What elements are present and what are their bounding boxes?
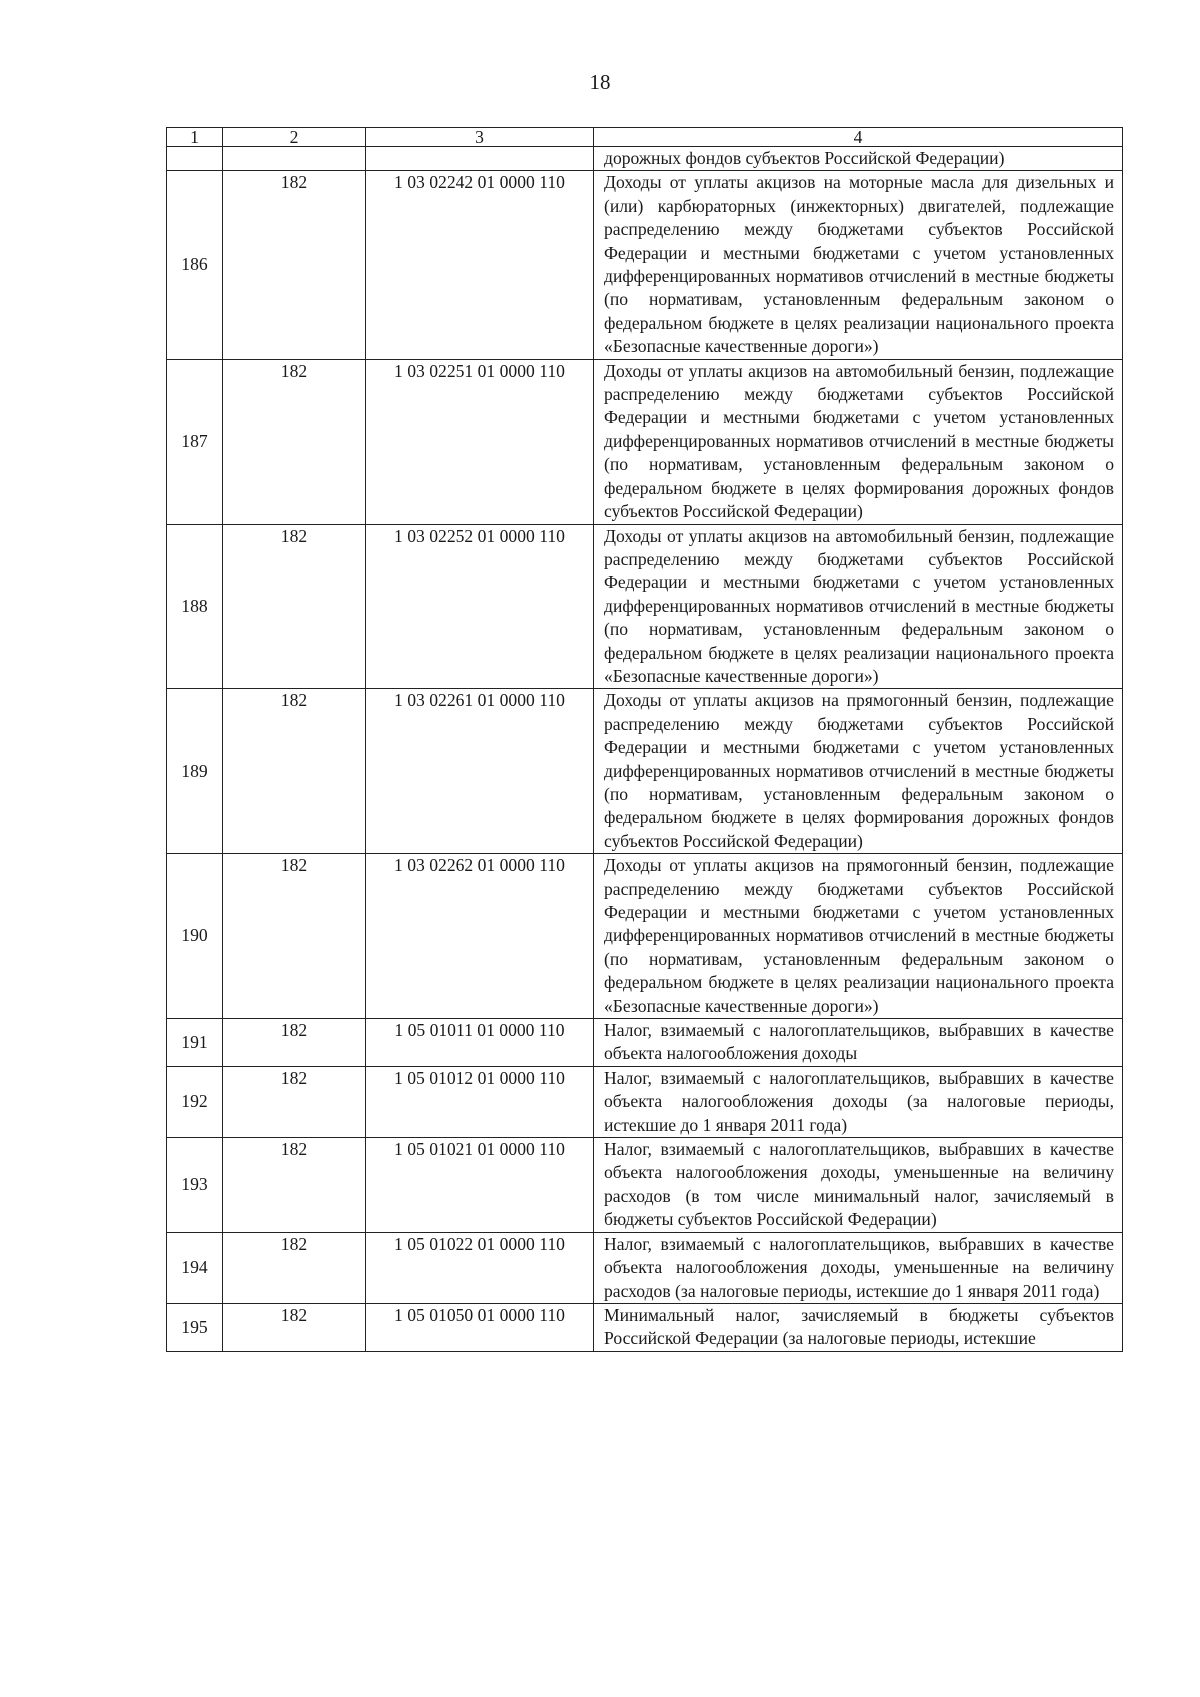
row-number: 188 [167, 524, 223, 689]
admin-code: 182 [223, 689, 366, 854]
revenue-code: 1 05 01012 01 0000 110 [366, 1066, 594, 1137]
table-row [167, 1303, 1123, 1351]
revenue-code: 1 05 01022 01 0000 110 [366, 1232, 594, 1303]
header-col-3: 3 [366, 128, 594, 147]
table-body [167, 147, 1123, 1352]
revenue-description: Налог, взимаемый с налогоплательщиков, выбравших в качестве объекта налогообложения доходы, уменьшенные на величину расходов (за налоговые периоды, истекшие до 1 января 2011 года) [594, 1232, 1123, 1303]
row-number: 187 [167, 359, 223, 524]
revenue-code: 1 03 02242 01 0000 110 [366, 171, 594, 359]
revenue-code: 1 03 02251 01 0000 110 [366, 359, 594, 524]
revenue-code: 1 05 01050 01 0000 110 [366, 1303, 594, 1351]
table-row [167, 524, 1123, 689]
row-number: 190 [167, 854, 223, 1019]
admin-code: 182 [223, 1232, 366, 1303]
continuation-cell-admin [223, 147, 366, 171]
revenue-description: Доходы от уплаты акцизов на моторные масла для дизельных и (или) карбюраторных (инжекторных) двигателей, подлежащие распределению между бюджетами субъектов Российской Федерации и местными бюджетами с учетом установленных дифференцированных нормативов отчислений в местные бюджеты (по нормативам, установленным федеральным законом о федеральном бюджете в целях реализации национального проекта «Безопасные качественные дороги») [594, 171, 1123, 359]
table-row [167, 1019, 1123, 1067]
continuation-text: дорожных фондов субъектов Российской Федерации) [594, 147, 1123, 171]
table-row [167, 1138, 1123, 1233]
header-row [167, 128, 1123, 147]
revenue-description: Доходы от уплаты акцизов на автомобильный бензин, подлежащие распределению между бюджетами субъектов Российской Федерации и местными бюджетами с учетом установленных дифференцированных нормативов отчислений в местные бюджеты (по нормативам, установленным федеральным законом о федеральном бюджете в целях формирования дорожных фондов субъектов Российской Федерации) [594, 359, 1123, 524]
admin-code: 182 [223, 171, 366, 359]
continuation-row [167, 147, 1123, 171]
admin-code: 182 [223, 524, 366, 689]
admin-code: 182 [223, 854, 366, 1019]
revenue-description: Доходы от уплаты акцизов на прямогонный бензин, подлежащие распределению между бюджетами субъектов Российской Федерации и местными бюджетами с учетом установленных дифференцированных нормативов отчислений в местные бюджеты (по нормативам, установленным федеральным законом о федеральном бюджете в целях реализации национального проекта «Безопасные качественные дороги») [594, 854, 1123, 1019]
admin-code: 182 [223, 1066, 366, 1137]
revenue-description: Налог, взимаемый с налогоплательщиков, выбравших в качестве объекта налогообложения доходы (за налоговые периоды, истекшие до 1 января 2011 года) [594, 1066, 1123, 1137]
admin-code: 182 [223, 1303, 366, 1351]
table-row [167, 854, 1123, 1019]
row-number: 186 [167, 171, 223, 359]
table-row [167, 1232, 1123, 1303]
continuation-cell-code [366, 147, 594, 171]
continuation-cell-num [167, 147, 223, 171]
revenue-description: Минимальный налог, зачисляемый в бюджеты субъектов Российской Федерации (за налоговые периоды, истекшие [594, 1303, 1123, 1351]
revenue-description: Доходы от уплаты акцизов на прямогонный бензин, подлежащие распределению между бюджетами субъектов Российской Федерации и местными бюджетами с учетом установленных дифференцированных нормативов отчислений в местные бюджеты (по нормативам, установленным федеральным законом о федеральном бюджете в целях формирования дорожных фондов субъектов Российской Федерации) [594, 689, 1123, 854]
row-number: 192 [167, 1066, 223, 1137]
revenue-code: 1 03 02252 01 0000 110 [366, 524, 594, 689]
revenue-code: 1 05 01021 01 0000 110 [366, 1138, 594, 1233]
row-number: 191 [167, 1019, 223, 1067]
row-number: 194 [167, 1232, 223, 1303]
header-col-1: 1 [167, 128, 223, 147]
revenue-codes-table [166, 127, 1123, 1352]
table-header [167, 128, 1123, 147]
admin-code: 182 [223, 359, 366, 524]
row-number: 189 [167, 689, 223, 854]
table-row [167, 689, 1123, 854]
row-number: 195 [167, 1303, 223, 1351]
header-col-2: 2 [223, 128, 366, 147]
revenue-description: Доходы от уплаты акцизов на автомобильный бензин, подлежащие распределению между бюджетами субъектов Российской Федерации и местными бюджетами с учетом установленных дифференцированных нормативов отчислений в местные бюджеты (по нормативам, установленным федеральным законом о федеральном бюджете в целях реализации национального проекта «Безопасные качественные дороги») [594, 524, 1123, 689]
revenue-code: 1 03 02261 01 0000 110 [366, 689, 594, 854]
admin-code: 182 [223, 1019, 366, 1067]
admin-code: 182 [223, 1138, 366, 1233]
header-col-4: 4 [594, 128, 1123, 147]
revenue-description: Налог, взимаемый с налогоплательщиков, выбравших в качестве объекта налогообложения доходы, уменьшенные на величину расходов (в том числе минимальный налог, зачисляемый в бюджеты субъектов Российской Федерации) [594, 1138, 1123, 1233]
table-row [167, 171, 1123, 359]
table-row [167, 1066, 1123, 1137]
revenue-code: 1 05 01011 01 0000 110 [366, 1019, 594, 1067]
table-row [167, 359, 1123, 524]
page-number: 18 [589, 70, 611, 94]
row-number: 193 [167, 1138, 223, 1233]
revenue-code: 1 03 02262 01 0000 110 [366, 854, 594, 1019]
revenue-description: Налог, взимаемый с налогоплательщиков, выбравших в качестве объекта налогообложения доходы [594, 1019, 1123, 1067]
